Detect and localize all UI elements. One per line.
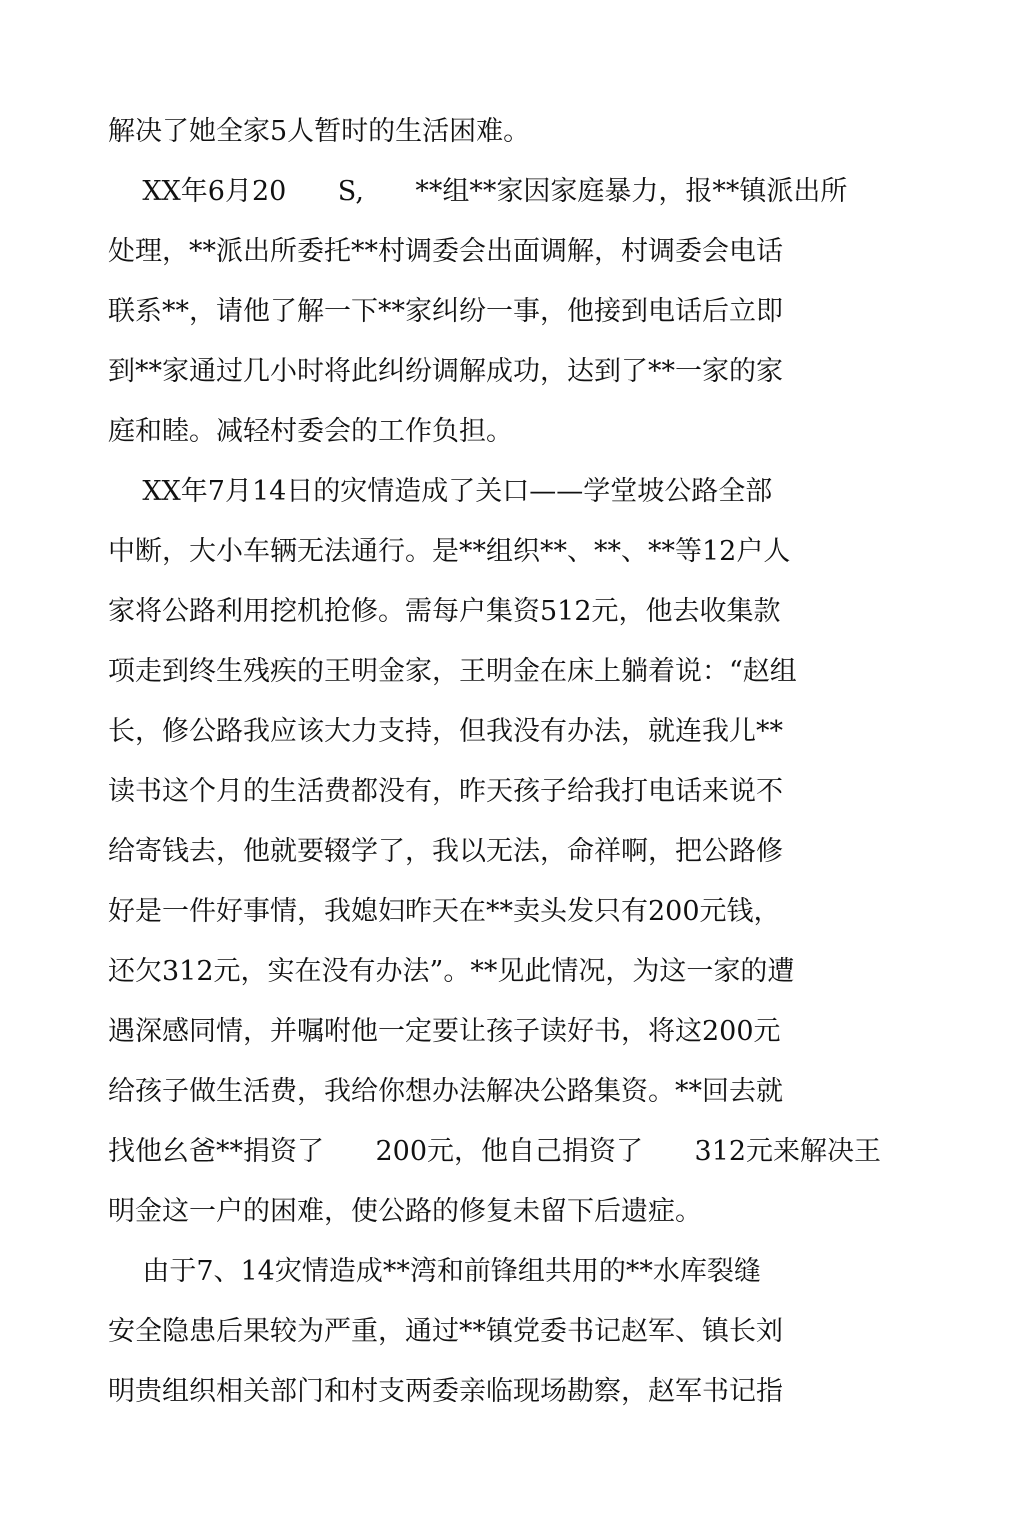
text-line: 给寄钱去，他就要辍学了，我以无法，命祥啊，把公路修 xyxy=(108,836,783,867)
text-line: 明金这一户的困难，使公路的修复未留下后遗症。 xyxy=(108,1196,702,1227)
text-line: 项走到终生残疾的王明金家，王明金在床上躺着说：“赵组 xyxy=(108,656,797,687)
text-line: 好是一件好事情，我媳妇昨天在**卖头发只有200元钱， xyxy=(108,896,781,927)
text-line: 由于7、14灾情造成**湾和前锋组共用的**水库裂缝 xyxy=(108,1256,761,1287)
text-line: 庭和睦。减轻村委会的工作负担。 xyxy=(108,416,513,447)
text-line: 还欠312元，实在没有办法”。**见此情况，为这一家的遭 xyxy=(108,956,795,987)
text-line: 遇深感同情，并嘱咐他一定要让孩子读好书，将这200元 xyxy=(108,1016,781,1047)
text-line: XX年7月14日的灾情造成了关口——学堂坡公路全部 xyxy=(108,476,773,507)
text-line: 处理，**派出所委托**村调委会出面调解，村调委会电话 xyxy=(108,236,783,267)
text-line: 长，修公路我应该大力支持，但我没有办法，就连我儿** xyxy=(108,716,783,747)
text-line: 中断，大小车辆无法通行。是**组织**、**、**等12户人 xyxy=(108,536,791,567)
text-line: 安全隐患后果较为严重，通过**镇党委书记赵军、镇长刘 xyxy=(108,1316,783,1347)
text-line: 给孩子做生活费，我给你想办法解决公路集资。**回去就 xyxy=(108,1076,783,1107)
text-line: 读书这个月的生活费都没有，昨天孩子给我打电话来说不 xyxy=(108,776,783,807)
text-line: XX年6月20 S, **组**家因家庭暴力，报**镇派出所 xyxy=(108,176,848,207)
text-line: 联系**，请他了解一下**家纠纷一事，他接到电话后立即 xyxy=(108,296,783,327)
text-line: 家将公路利用挖机抢修。需每户集资512元，他去收集款 xyxy=(108,596,781,627)
text-line: 解决了她全家5人暂时的生活困难。 xyxy=(108,116,531,147)
text-line: 到**家通过几小时将此纠纷调解成功，达到了**一家的家 xyxy=(108,356,783,387)
text-line: 找他幺爸**捐资了 200元，他自己捐资了 312元来解决王 xyxy=(108,1136,882,1167)
text-line: 明贵组织相关部门和村支两委亲临现场勘察，赵军书记指 xyxy=(108,1376,783,1407)
